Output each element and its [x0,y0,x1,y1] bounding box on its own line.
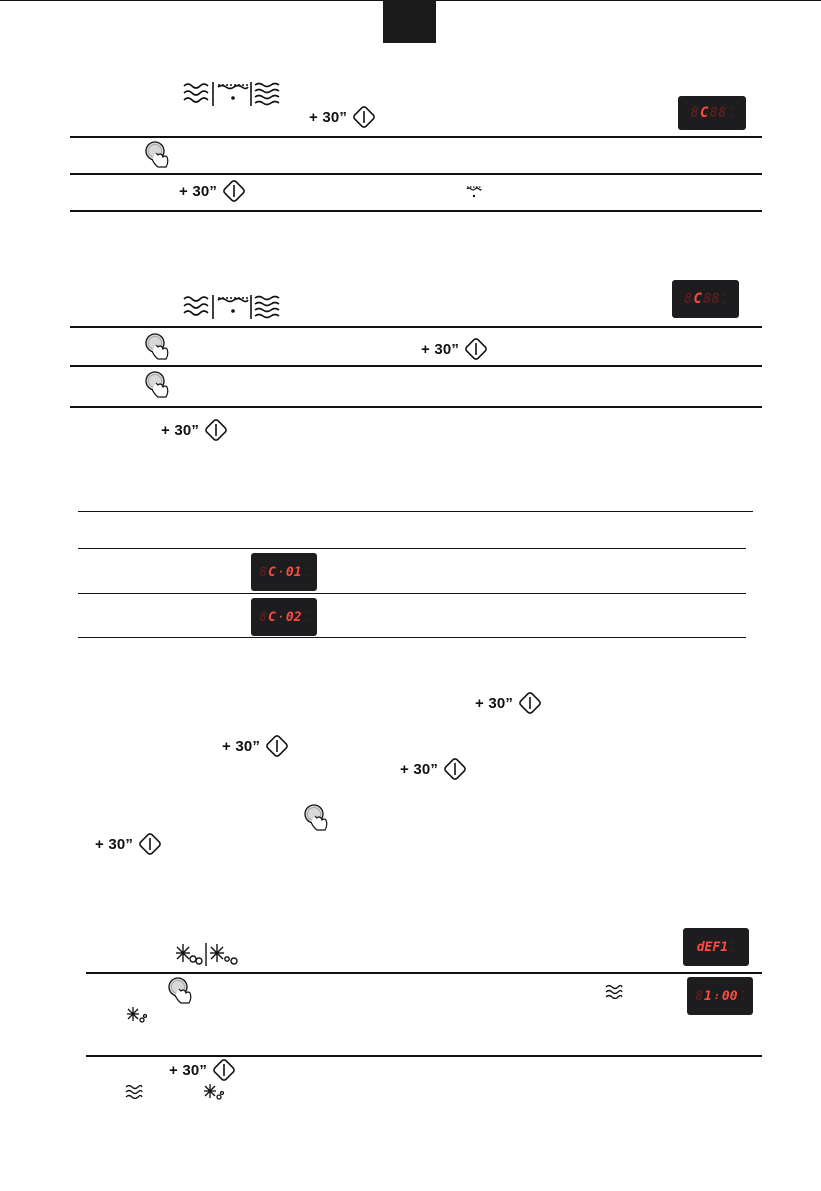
start-diamond-icon [517,690,543,716]
divider [86,972,762,974]
start-diamond-icon [264,733,290,759]
plus30-start-button[interactable] [475,690,543,716]
lcd-display-1: 8 C 88 ∘ ∘ [678,96,746,130]
start-diamond-icon [442,756,468,782]
divider [70,210,762,212]
microwave-waves-icon [604,983,624,999]
rotary-knob-hand-icon[interactable] [302,803,332,833]
plus30-start-button[interactable] [421,336,489,362]
plus30-start-button[interactable] [161,417,229,443]
plus30-label: + 30” [400,760,439,778]
plus30-label: + 30” [179,182,218,200]
lcd-display-5: dEF1 ∘ ∘ [683,928,749,966]
plus30-start-button[interactable] [309,104,377,130]
divider [70,326,762,328]
table-divider [78,593,746,594]
plus30-label: + 30” [421,340,460,358]
lcd-display-6: 8 1 : 00 ∘ ∘ [687,977,753,1015]
plus30-label: + 30” [222,737,261,755]
cooking-mode-icons [180,80,285,108]
rotary-knob-hand-icon[interactable] [143,140,173,170]
cooking-mode-icons [180,293,285,321]
rotary-knob-hand-icon[interactable] [143,370,173,400]
plus30-label: + 30” [169,1061,208,1079]
grill-icon [466,184,482,200]
plus30-label: + 30” [161,421,200,439]
divider [70,136,762,138]
divider [70,406,762,408]
page-tab [383,0,436,43]
plus30-start-button[interactable] [222,733,290,759]
divider [70,173,762,175]
microwave-waves-icon [124,1083,144,1099]
table-divider [78,511,753,512]
start-diamond-icon [463,336,489,362]
start-diamond-icon [351,104,377,130]
plus30-start-button[interactable] [400,756,468,782]
rotary-knob-hand-icon[interactable] [143,332,173,362]
rotary-knob-hand-icon[interactable] [166,976,196,1006]
plus30-start-button[interactable] [179,178,247,204]
plus30-label: + 30” [309,108,348,126]
defrost-mode-icons [175,941,241,967]
lcd-display-4: 8 C · 02 ∘ ∘ [251,598,317,636]
table-divider [78,637,746,638]
lcd-display-3: 8 C · 01 ∘ ∘ [251,553,317,591]
start-diamond-icon [221,178,247,204]
start-diamond-icon [137,831,163,857]
start-diamond-icon [211,1057,237,1083]
lcd-display-2: 8 C 88 ∘ ∘ [672,280,739,318]
defrost-icon [203,1082,225,1102]
divider [70,365,762,367]
table-divider [78,548,746,549]
start-diamond-icon [203,417,229,443]
plus30-label: + 30” [95,835,134,853]
plus30-label: + 30” [475,694,514,712]
defrost-icon [126,1005,148,1025]
plus30-start-button[interactable] [169,1057,237,1083]
plus30-start-button[interactable] [95,831,163,857]
